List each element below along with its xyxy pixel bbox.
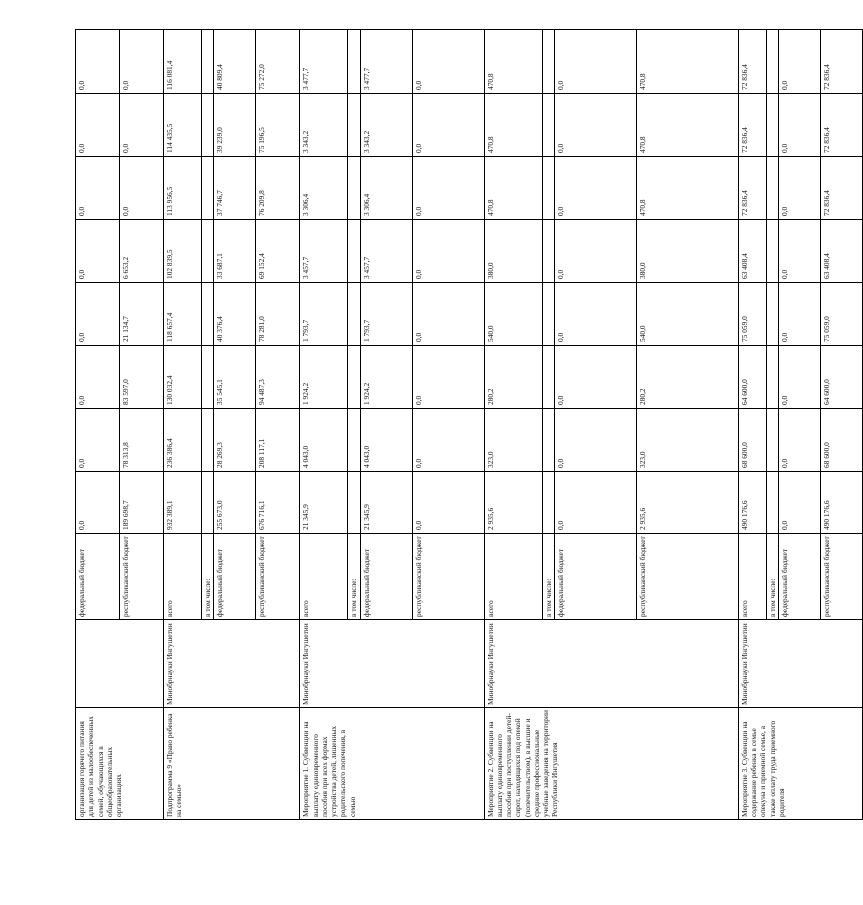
- value-cell: [202, 409, 214, 472]
- value-cell: 0,0: [120, 157, 164, 220]
- value-cell: 72 836,4: [738, 94, 766, 157]
- value-cell: 6 653,2: [120, 220, 164, 283]
- value-cell: 0,0: [779, 346, 821, 409]
- value-cell: 2 935,6: [484, 472, 542, 534]
- value-cell: 75 059,0: [821, 283, 863, 346]
- value-cell: [348, 346, 360, 409]
- funding-source-cell: республиканский бюджет: [256, 534, 300, 620]
- value-cell: 676 716,1: [256, 472, 300, 534]
- value-cell: [766, 157, 778, 220]
- value-cell: 932 389,1: [164, 472, 202, 534]
- measure-name-cell: Мероприятие 3. Субвенции на содержание ребенка в семье опекуна и приемной семье, а также оплату труда приемного родителя: [738, 708, 862, 820]
- value-cell: [766, 220, 778, 283]
- value-cell: [542, 472, 554, 534]
- value-cell: 380,0: [636, 220, 738, 283]
- value-cell: 94 487,3: [256, 346, 300, 409]
- value-cell: 470,8: [484, 30, 542, 94]
- funding-source-cell: в том числе:: [542, 534, 554, 620]
- value-cell: 40 376,4: [214, 283, 256, 346]
- value-cell: [348, 283, 360, 346]
- value-cell: 0,0: [779, 94, 821, 157]
- value-cell: [202, 346, 214, 409]
- funding-source-cell: федеральный бюджет: [214, 534, 256, 620]
- value-cell: 3 343,2: [300, 94, 348, 157]
- value-cell: 83 597,0: [120, 346, 164, 409]
- value-cell: [542, 283, 554, 346]
- value-cell: 490 176,6: [738, 472, 766, 534]
- value-cell: 540,0: [636, 283, 738, 346]
- value-cell: 0,0: [412, 346, 484, 409]
- value-cell: 113 956,5: [164, 157, 202, 220]
- value-cell: 39 239,0: [214, 94, 256, 157]
- value-cell: 0,0: [554, 472, 636, 534]
- value-cell: 0,0: [554, 157, 636, 220]
- value-cell: 1 793,7: [300, 283, 348, 346]
- value-cell: 28 269,3: [214, 409, 256, 472]
- value-cell: 0,0: [779, 157, 821, 220]
- value-cell: 72 836,4: [821, 157, 863, 220]
- value-cell: 470,8: [636, 94, 738, 157]
- value-cell: 0,0: [554, 220, 636, 283]
- funding-source-cell: республиканский бюджет: [821, 534, 863, 620]
- funding-source-cell: федеральный бюджет: [779, 534, 821, 620]
- funding-source-cell: всего: [164, 534, 202, 620]
- value-cell: [202, 283, 214, 346]
- table-row: [738, 30, 766, 820]
- table-row: [484, 30, 542, 820]
- value-cell: 0,0: [779, 409, 821, 472]
- executor-cell: Минобрнауки Ингушетии: [164, 620, 300, 708]
- value-cell: 114 435,5: [164, 94, 202, 157]
- value-cell: [542, 157, 554, 220]
- value-cell: [542, 346, 554, 409]
- value-cell: 63 408,4: [738, 220, 766, 283]
- funding-source-cell: республиканский бюджет: [636, 534, 738, 620]
- funding-source-cell: всего: [484, 534, 542, 620]
- value-cell: 4 043,0: [360, 409, 412, 472]
- value-cell: [766, 409, 778, 472]
- value-cell: 1 924,2: [360, 346, 412, 409]
- value-cell: 64 600,0: [738, 346, 766, 409]
- value-cell: 72 836,4: [821, 94, 863, 157]
- value-cell: 3 306,4: [360, 157, 412, 220]
- value-cell: 0,0: [76, 94, 120, 157]
- value-cell: 75 272,0: [256, 30, 300, 94]
- funding-source-cell: в том числе:: [766, 534, 778, 620]
- value-cell: 0,0: [779, 472, 821, 534]
- executor-cell: Минобрнауки Ингушетии: [738, 620, 862, 708]
- value-cell: 380,0: [484, 220, 542, 283]
- value-cell: 102 839,5: [164, 220, 202, 283]
- value-cell: 0,0: [76, 30, 120, 94]
- value-cell: 255 673,0: [214, 472, 256, 534]
- value-cell: [202, 220, 214, 283]
- value-cell: 0,0: [76, 409, 120, 472]
- value-cell: 280,2: [636, 346, 738, 409]
- value-cell: 21 345,9: [300, 472, 348, 534]
- value-cell: 68 600,0: [821, 409, 863, 472]
- value-cell: 3 457,7: [300, 220, 348, 283]
- value-cell: 72 836,4: [738, 30, 766, 94]
- value-cell: [766, 94, 778, 157]
- value-cell: 540,0: [484, 283, 542, 346]
- value-cell: 0,0: [779, 220, 821, 283]
- value-cell: 0,0: [412, 30, 484, 94]
- value-cell: [348, 220, 360, 283]
- value-cell: 78 313,8: [120, 409, 164, 472]
- value-cell: 3 477,7: [300, 30, 348, 94]
- value-cell: 2 935,6: [636, 472, 738, 534]
- value-cell: 0,0: [554, 346, 636, 409]
- value-cell: 323,0: [484, 409, 542, 472]
- value-cell: 1 793,7: [360, 283, 412, 346]
- value-cell: 130 032,4: [164, 346, 202, 409]
- value-cell: 0,0: [412, 409, 484, 472]
- value-cell: 0,0: [554, 409, 636, 472]
- value-cell: [766, 30, 778, 94]
- measure-name-cell: организация горячего питания для детей из малообеспеченных семей, обучающихся в общеобразовательных организациях: [76, 708, 164, 820]
- value-cell: 64 600,0: [821, 346, 863, 409]
- value-cell: 189 698,7: [120, 472, 164, 534]
- value-cell: 470,8: [484, 94, 542, 157]
- value-cell: 0,0: [120, 30, 164, 94]
- value-cell: [348, 409, 360, 472]
- value-cell: [348, 472, 360, 534]
- value-cell: 116 081,4: [164, 30, 202, 94]
- value-cell: 0,0: [779, 30, 821, 94]
- value-cell: [202, 157, 214, 220]
- executor-cell: Минобрнауки Ингушетии: [484, 620, 738, 708]
- value-cell: 33 687,1: [214, 220, 256, 283]
- value-cell: 470,8: [484, 157, 542, 220]
- value-cell: 76 209,8: [256, 157, 300, 220]
- value-cell: 0,0: [412, 472, 484, 534]
- value-cell: 40 809,4: [214, 30, 256, 94]
- value-cell: 35 545,1: [214, 346, 256, 409]
- funding-source-cell: всего: [300, 534, 348, 620]
- value-cell: [202, 94, 214, 157]
- value-cell: 72 836,4: [821, 30, 863, 94]
- value-cell: 78 281,0: [256, 283, 300, 346]
- funding-source-cell: в том числе:: [348, 534, 360, 620]
- value-cell: [766, 283, 778, 346]
- value-cell: 37 746,7: [214, 157, 256, 220]
- value-cell: 1 924,2: [300, 346, 348, 409]
- funding-source-cell: федеральный бюджет: [76, 534, 120, 620]
- value-cell: 0,0: [120, 94, 164, 157]
- value-cell: 3 343,2: [360, 94, 412, 157]
- value-cell: 0,0: [76, 346, 120, 409]
- value-cell: 0,0: [554, 94, 636, 157]
- value-cell: 72 836,4: [738, 157, 766, 220]
- value-cell: 63 408,4: [821, 220, 863, 283]
- funding-source-cell: федеральный бюджет: [360, 534, 412, 620]
- funding-source-cell: в том числе:: [202, 534, 214, 620]
- value-cell: [766, 472, 778, 534]
- value-cell: 236 386,4: [164, 409, 202, 472]
- value-cell: [202, 472, 214, 534]
- value-cell: [542, 409, 554, 472]
- value-cell: [348, 157, 360, 220]
- value-cell: 69 152,4: [256, 220, 300, 283]
- value-cell: 0,0: [412, 94, 484, 157]
- value-cell: 75 059,0: [738, 283, 766, 346]
- funding-source-cell: всего: [738, 534, 766, 620]
- measure-name-cell: Мероприятие 1. Субвенции на выплату единовременного пособия при всех формах устройства детей, лишенных родительского попечения, в семью: [300, 708, 484, 820]
- funding-source-cell: республиканский бюджет: [120, 534, 164, 620]
- measure-name-cell: Подпрограмма 9 «Право ребенка на семью»: [164, 708, 300, 820]
- value-cell: 0,0: [779, 283, 821, 346]
- value-cell: 0,0: [554, 30, 636, 94]
- value-cell: [348, 30, 360, 94]
- value-cell: 280,2: [484, 346, 542, 409]
- value-cell: [202, 30, 214, 94]
- executor-cell: Минобрнауки Ингушетии: [300, 620, 484, 708]
- value-cell: 0,0: [554, 283, 636, 346]
- value-cell: 0,0: [412, 157, 484, 220]
- value-cell: 0,0: [76, 472, 120, 534]
- value-cell: 208 117,1: [256, 409, 300, 472]
- executor-cell: [76, 620, 164, 708]
- value-cell: 0,0: [412, 283, 484, 346]
- measure-name-cell: Мероприятие 2. Субвенции на выплату единовременного пособия при поступлении детей-сирот, находящихся под опекой (попечительством), в высшие и средние профессиональные учебные заведения на территории Республики Ингушетия: [484, 708, 738, 820]
- table-row: [164, 30, 202, 820]
- value-cell: 490 176,6: [821, 472, 863, 534]
- value-cell: [348, 94, 360, 157]
- value-cell: 3 477,7: [360, 30, 412, 94]
- rotated-page: [75, 30, 831, 820]
- value-cell: 0,0: [76, 157, 120, 220]
- value-cell: 0,0: [76, 283, 120, 346]
- value-cell: [542, 30, 554, 94]
- value-cell: 3 457,7: [360, 220, 412, 283]
- value-cell: [542, 220, 554, 283]
- value-cell: 4 043,0: [300, 409, 348, 472]
- value-cell: 0,0: [76, 220, 120, 283]
- table-body: [76, 30, 863, 820]
- table-row: [76, 30, 120, 820]
- value-cell: 21 345,9: [360, 472, 412, 534]
- value-cell: 3 306,4: [300, 157, 348, 220]
- funding-source-cell: федеральный бюджет: [554, 534, 636, 620]
- value-cell: [542, 94, 554, 157]
- value-cell: 470,8: [636, 30, 738, 94]
- value-cell: 21 134,7: [120, 283, 164, 346]
- value-cell: [766, 346, 778, 409]
- budget-table: [75, 29, 863, 820]
- funding-source-cell: республиканский бюджет: [412, 534, 484, 620]
- value-cell: 470,8: [636, 157, 738, 220]
- value-cell: 75 196,5: [256, 94, 300, 157]
- value-cell: 118 657,4: [164, 283, 202, 346]
- table-row: [300, 30, 348, 820]
- value-cell: 68 600,0: [738, 409, 766, 472]
- value-cell: 323,0: [636, 409, 738, 472]
- value-cell: 0,0: [412, 220, 484, 283]
